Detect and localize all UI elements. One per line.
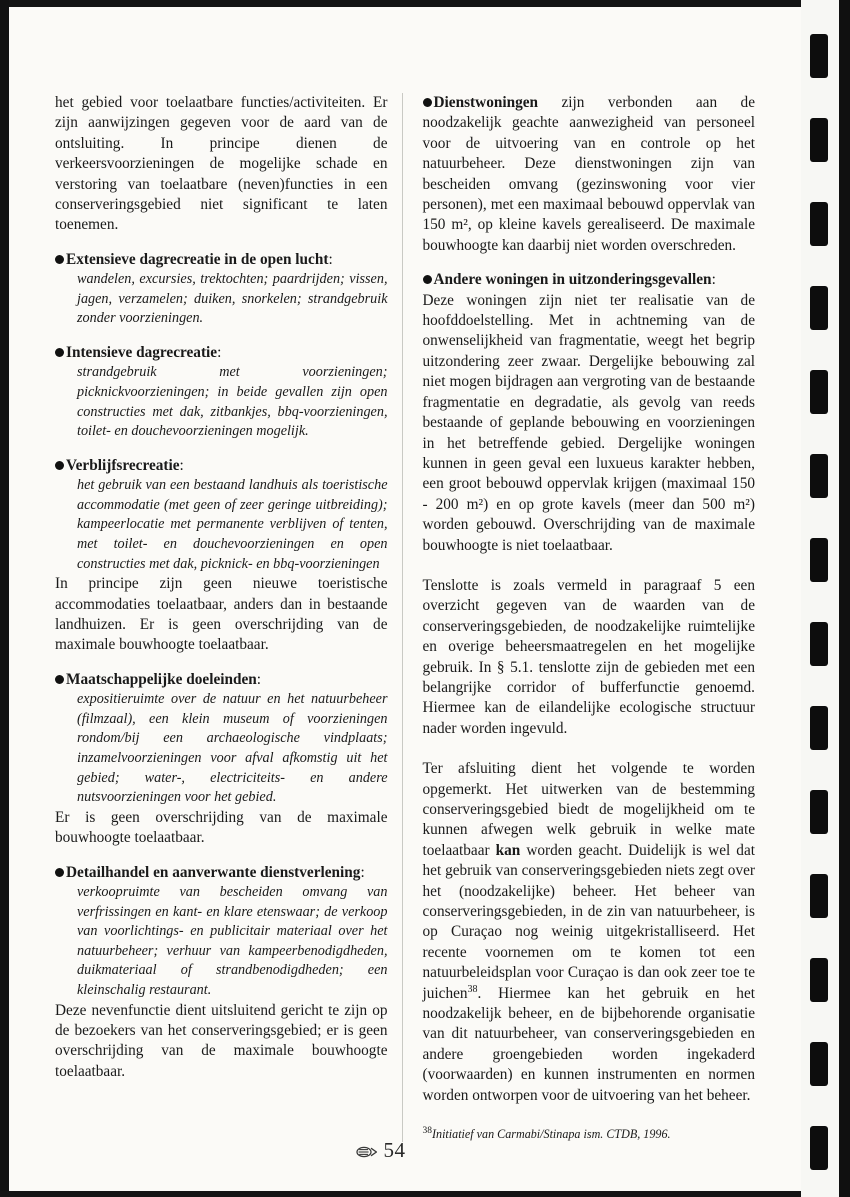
bullet-icon [55,675,64,684]
scan-edge-left [0,0,9,1197]
binder-punch-mark [810,286,828,330]
page-number: 54 [383,1138,406,1162]
section-after-text: In principe zijn geen nieuwe toeristische accommodaties toelaatbaar, anders dan in bestaande landhuizen. Er is geen overschrijding van de maximale bouwhoogte toelaatbaar. [55,575,388,654]
bullet-icon [55,868,64,877]
dienstwoningen-paragraph [423,93,756,256]
binder-punch-mark [810,706,828,750]
binder-punch-mark [810,454,828,498]
page-content [55,93,755,1142]
binder-punch-mark [810,34,828,78]
bullet-icon [423,98,432,107]
section-italic-text: verkoopruimte van bescheiden omvang van verfrissingen en kant- en klare etenswaar; de verkoop van voorlichtings- en publicitair materiaal over het natuurbeheer; verhuur van kampeerbenodigdheden, duikmateriaal of strandbenodigdheden; een kleinschalig restaurant. [77,884,388,998]
binder-punch-strip [801,0,839,1197]
bullet-icon [423,275,432,284]
bullet-icon [55,461,64,470]
left-column [55,93,402,1082]
binder-punch-mark [810,790,828,834]
section-heading: Verblijfsrecreatie: [55,456,388,476]
section-andere-woningen [423,270,756,556]
final-part-3: . Hiermee kan het gebruik en het noodzakelijk beheer, en de bijbehorende organisatie van dit natuurbeheer, van conserveringsgebieden en andere groengebieden worden ingekaderd (voorwaarden) en kunnen instrumenten en normen worden ontworpen voor de uitvoering van het beheer. [422,984,755,1104]
page-footer [9,1138,752,1163]
two-column-layout [55,93,755,1142]
binder-punch-mark [810,874,828,918]
binder-punch-mark [810,118,828,162]
section-heading: Maatschappelijke doeleinden: [55,670,388,690]
paper-surface [9,7,801,1191]
scan-edge-right [839,0,850,1197]
andere-woningen-text: Deze woningen zijn niet ter realisatie van de hoofddoelstelling. Met in achtneming van de onwenselijkheid van fragmentatie, weegt het begrip uitzondering zeer zwaar. Dergelijke bebouwing zal niet mogen bijdragen aan vergroting van de bestaande fragmentatie en degradatie, als gevolg van reeds bestaande of geplande bebouwing en voorzieningen in het betreffende gebied. Dergelijke woningen kunnen in geen geval een luxueus karakter hebben, een groot bebouwd oppervlak krijgen (maximaal 150 - 200 m²) en op grote kavels (meer dan 500 m²) worden gebouwd. Overschrijding van de maximale bouwhoogte is niet toelaatbaar. [422,291,755,554]
section-extensieve-dagrecreatie [55,250,388,329]
section-after-text: Er is geen overschrijding van de maximale bouwhoogte toelaatbaar. [55,808,388,847]
bullet-icon [55,348,64,357]
section-maatschappelijke-doeleinden [55,670,388,849]
section-detailhandel [55,863,388,1083]
section-italic-text: expositieruimte over de natuur en het natuurbeheer (filmzaal), een klein museum of voorzieningen rondom/bij een archaeologische vindplaats; inzamelvoorzieningen voor afval afkomstig uit het gebied; water-, electriciteits- en andere nutsvoorzieningen voor het gebied. [77,691,388,806]
final-paragraph [423,759,756,1106]
final-emphasis: kan [495,841,521,859]
binder-punch-mark [810,1042,828,1086]
footnote-text: Initiatief van Carmabi/Stinapa ism. CTDB, 1996. [432,1127,671,1142]
section-heading: Intensieve dagrecreatie: [55,343,388,363]
intro-paragraph: het gebied voor toelaatbare functies/activiteiten. Er zijn aanwijzingen gegeven voor de aard van de ontsluiting. In principe dienen de verkeersvoorzieningen de mogelijke schade en verstoring van toelaatbare (neven)functies in een conserveringsgebied niet significant te laten toenemen. [55,94,388,234]
binder-punch-mark [810,958,828,1002]
section-heading: Detailhandel en aanverwante dienstverlening: [55,863,388,883]
final-part-1: Ter afsluiting dient het volgende te worden opgemerkt. Het uitwerken van de bestemming conserveringsgebied biedt de mogelijkheid om te kunnen afwegen welk gebruik in welke mate toelaatbaar [422,760,755,859]
section-italic-text: strandgebruik met voorzieningen; picknickvoorzieningen; in beide gevallen zijn open constructies met dak, zitbankjes, bbq-voorzieningen, toilet- en douchevoorzieningen mogelijk. [77,364,388,440]
scan-edge-bottom [0,1191,850,1197]
section-verblijfsrecreatie [55,456,388,656]
binder-punch-mark [810,538,828,582]
right-column [402,93,756,1142]
dienstwoningen-text: zijn verbonden aan de noodzakelijk geachte aanwezigheid van personeel voor de uitvoering van en controle op het natuurbeheer. Deze dienstwoningen zijn van bescheiden omvang (gezinswoning voor vier personen), met een maximaal bebouwd oppervlak van 150 m², op kleine kavels gerealiseerd. De maximale bouwhoogte kan daarbij niet worden overschreden. [422,94,755,254]
tenslotte-paragraph: Tenslotte is zoals vermeld in paragraaf 5 een overzicht gegeven van de waarden van de conserveringsgebieden, de noodzakelijke ruimtelijke en overige beheersmaatregelen en het mogelijke gebruik. In § 5.1. tenslotte zijn de gebieden met een belangrijke corridor of bufferfunctie genoemd. Hiermee kan de eilandelijke ecologische structuur nader worden ingevuld. [422,576,755,737]
section-after-text: Deze nevenfunctie dient uitsluitend gericht te zijn op de bezoekers van het conserveringsgebied; er is geen overschrijding van de maximale bouwhoogte toelaatbaar. [55,1001,388,1080]
binder-punch-mark [810,1126,828,1170]
footnote-reference: 38 [467,983,478,995]
binder-punch-mark [810,370,828,414]
dienstwoningen-heading: Dienstwoningen [433,94,539,111]
section-heading: Andere woningen in uitzonderingsgevallen: [423,270,756,290]
footnote-marker: 38 [422,1126,432,1137]
section-italic-text: wandelen, excursies, trektochten; paardrijden; vissen, jagen, verzamelen; duiken, snorkelen; strandgebruik zonder voorzieningen. [77,271,388,327]
final-part-2: worden geacht. Duidelijk is wel dat het gebruik van conserveringsgebieden niets zegt over het (noodzakelijke) beheer. Het beheer van conserveringsgebieden, in de zin van natuurbeheer, is op Curaçao nog weinig uitgekristalliseerd. Het recente voornemen om te komen tot een natuurbeleidsplan voor Curaçao is dan ook zeer toe te juichen [422,841,755,1002]
binder-punch-mark [810,202,828,246]
section-dienstwoningen [423,93,756,256]
scan-edge-top [0,0,850,7]
binder-punch-mark [810,622,828,666]
section-intensieve-dagrecreatie [55,343,388,442]
section-heading: Extensieve dagrecreatie in de open lucht: [55,250,388,270]
section-italic-text: het gebruik van een bestaand landhuis als toeristische accommodatie (met geen of zeer geringe uitbreiding); kampeerlocatie met permanente verblijven of tenten, met toilet- en douchevoorzieningen en open constructies met dak, picknick- en bbq-voorzieningen [77,477,388,572]
leaf-ornament-icon [356,1145,377,1157]
bullet-icon [55,255,64,264]
